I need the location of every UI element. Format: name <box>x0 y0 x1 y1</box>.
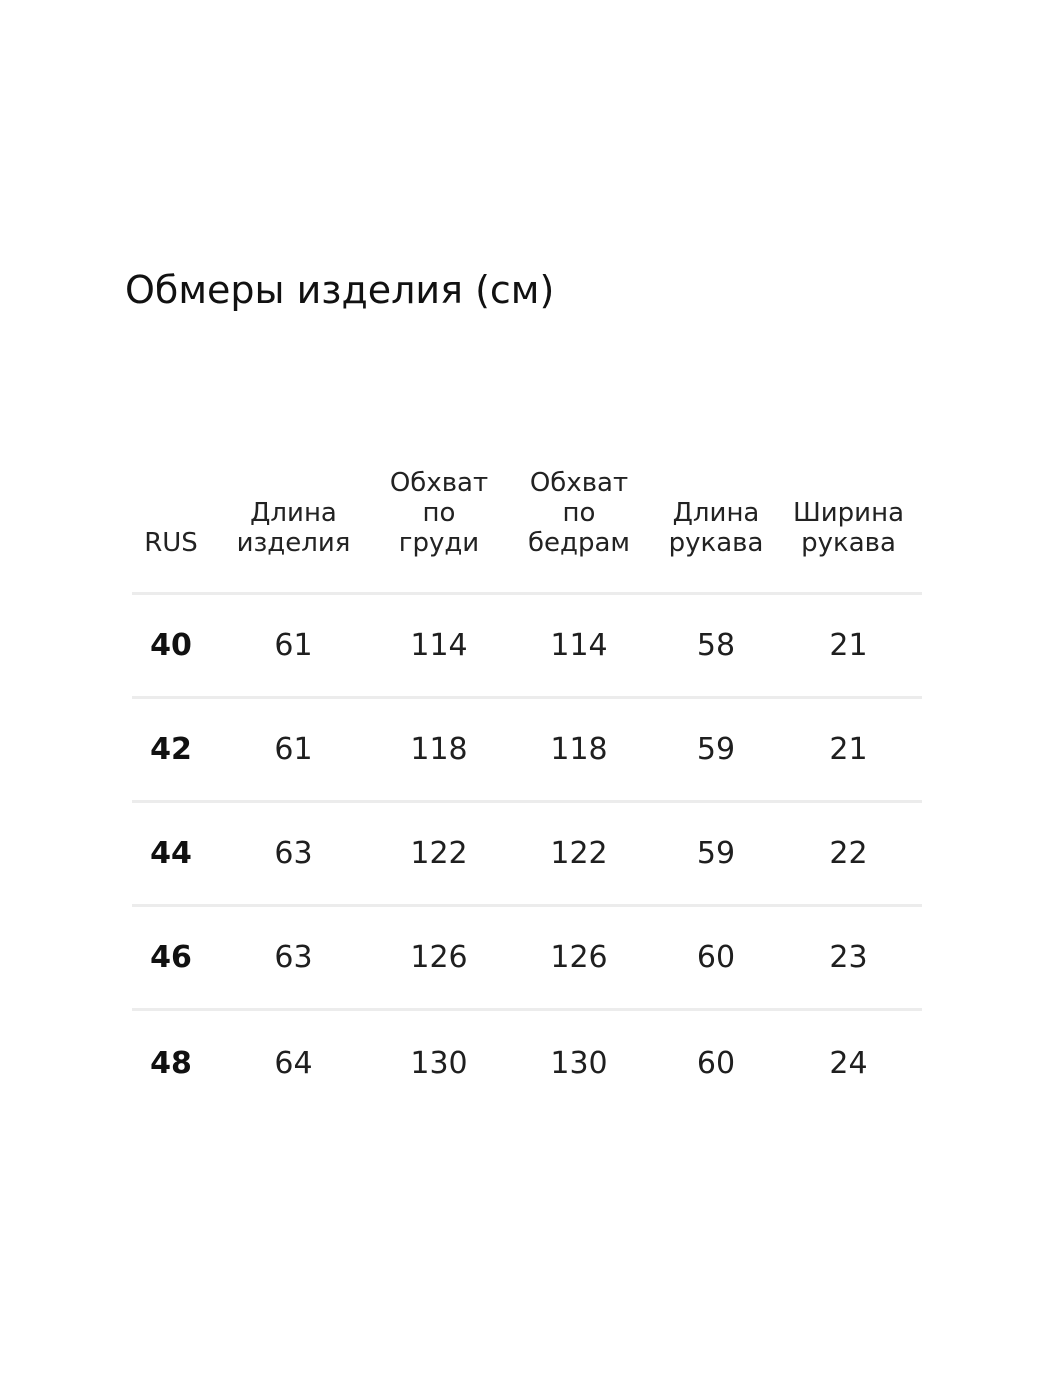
header-sleeve-length: Длина рукава <box>668 498 764 558</box>
table-cell: 122 <box>410 836 468 871</box>
table-cell: 126 <box>550 940 608 975</box>
header-rus: RUS <box>144 528 198 558</box>
table-row <box>132 595 922 699</box>
table-cell: 21 <box>829 628 868 663</box>
size-cell: 42 <box>150 732 192 767</box>
size-cell: 48 <box>150 1045 192 1081</box>
table-cell: 24 <box>829 1045 868 1081</box>
table-cell: 23 <box>829 940 868 975</box>
page-title: Обмеры изделия (см) <box>125 268 555 312</box>
table-cell: 64 <box>274 1045 313 1081</box>
table-cell: 61 <box>274 732 313 767</box>
table-cell: 22 <box>829 836 868 871</box>
header-item-length: Длина изделия <box>236 498 351 558</box>
table-row <box>132 907 922 1011</box>
table-cell: 61 <box>274 628 313 663</box>
table-cell: 59 <box>696 836 736 871</box>
table-cell: 130 <box>410 1045 468 1081</box>
table-cell: 58 <box>696 628 736 663</box>
table-cell: 130 <box>550 1045 608 1081</box>
table-cell: 60 <box>696 1045 736 1081</box>
table-row <box>132 699 922 803</box>
table-cell: 21 <box>829 732 868 767</box>
table-cell: 118 <box>410 732 468 767</box>
table-cell: 114 <box>550 628 608 663</box>
size-cell: 44 <box>150 836 192 871</box>
table-cell: 63 <box>274 940 313 975</box>
size-cell: 40 <box>150 628 192 663</box>
size-table <box>132 465 922 1115</box>
table-row <box>132 803 922 907</box>
table-row <box>132 1011 922 1115</box>
header-chest-girth: Обхват по груди <box>389 468 489 558</box>
table-cell: 60 <box>696 940 736 975</box>
header-hip-girth: Обхват по бедрам <box>527 468 631 558</box>
table-cell: 126 <box>410 940 468 975</box>
table-cell: 114 <box>410 628 468 663</box>
header-sleeve-width: Ширина рукава <box>792 498 905 558</box>
table-cell: 59 <box>696 732 736 767</box>
table-cell: 118 <box>550 732 608 767</box>
table-header-row <box>132 465 922 595</box>
table-cell: 122 <box>550 836 608 871</box>
table-cell: 63 <box>274 836 313 871</box>
size-cell: 46 <box>150 940 192 975</box>
